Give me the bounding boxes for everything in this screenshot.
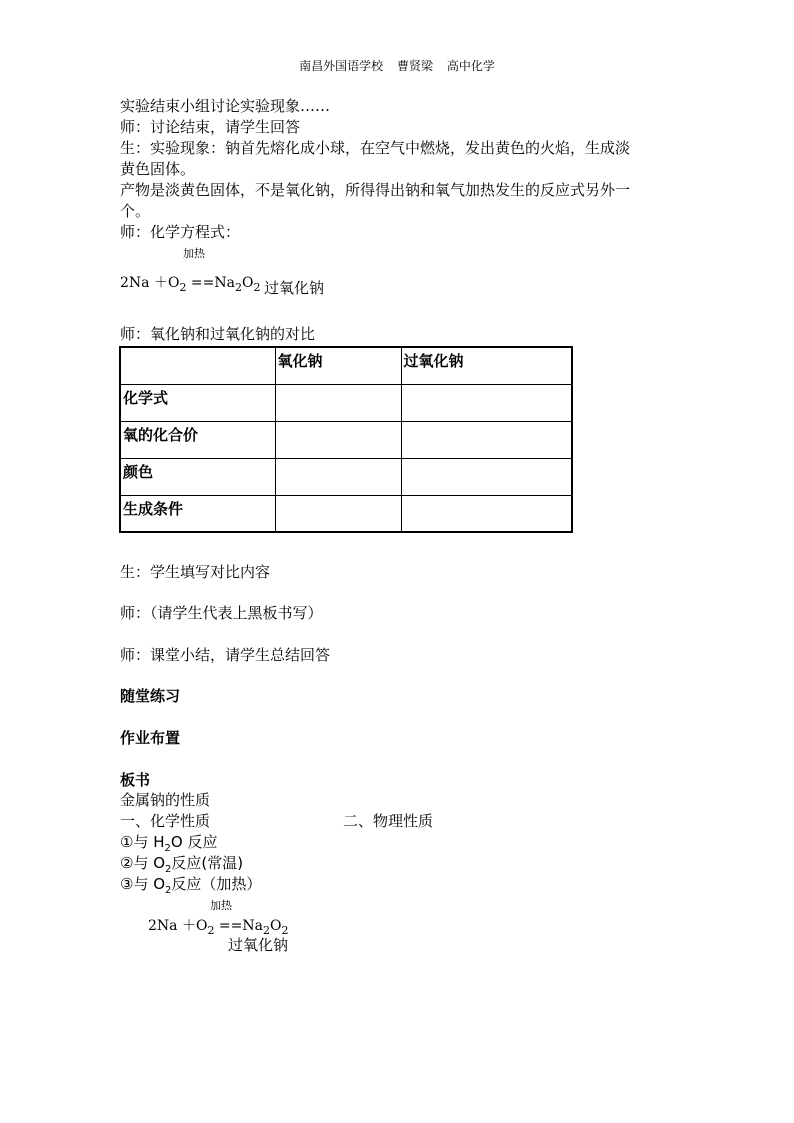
eq-part: ==Na xyxy=(214,918,263,934)
table-row xyxy=(120,421,572,458)
table-cell xyxy=(401,384,572,421)
table-header-cell: 过氧化钠 xyxy=(401,347,572,384)
eq-subscript: 2 xyxy=(253,281,261,294)
item-text: 反应(常温) xyxy=(171,854,244,872)
board-chem-heading: 一、化学性质 xyxy=(120,812,211,830)
board-item xyxy=(120,874,261,901)
board-reaction-condition: 加热 xyxy=(210,899,232,912)
item-text: ③与 O xyxy=(120,875,166,893)
board-reaction-product: 过氧化钠 xyxy=(228,936,289,954)
text-line: 师：化学方程式： xyxy=(120,223,241,241)
board-phys-heading: 二、物理性质 xyxy=(343,812,434,830)
section-heading: 作业布置 xyxy=(120,729,181,747)
eq-subscript: 2 xyxy=(234,281,242,294)
row-label: 氧的化合价 xyxy=(120,421,275,458)
section-heading: 随堂练习 xyxy=(120,687,181,705)
header-subject: 高中化学 xyxy=(446,59,495,73)
text-line: 黄色固体。 xyxy=(120,160,196,178)
eq-subscript: 2 xyxy=(207,924,215,937)
item-subscript: 2 xyxy=(164,843,171,854)
header-teacher: 曹贤梁 xyxy=(396,59,433,73)
item-text: O 反应 xyxy=(170,833,218,851)
table-header-cell xyxy=(120,347,275,384)
section-heading: 板书 xyxy=(120,771,151,789)
eq-subscript: 2 xyxy=(281,924,289,937)
text-line: 师：（请学生代表上黑板书写） xyxy=(120,604,323,622)
table-cell xyxy=(275,458,401,495)
row-label: 生成条件 xyxy=(120,495,275,532)
table-row xyxy=(120,458,572,495)
item-text: ①与 H xyxy=(120,833,165,851)
row-label: 颜色 xyxy=(120,458,275,495)
text-line: 个。 xyxy=(120,202,151,220)
table-cell xyxy=(275,384,401,421)
page-header xyxy=(0,57,794,74)
text-line: 实验结束小组讨论实验现象…… xyxy=(120,97,331,115)
comparison-table xyxy=(119,346,573,533)
board-title: 金属钠的性质 xyxy=(120,791,211,809)
header-school: 南昌外国语学校 xyxy=(299,59,384,73)
eq-part: 2Na ＋O xyxy=(120,275,180,291)
table-row xyxy=(120,495,572,532)
item-text: 反应（加热） xyxy=(171,875,262,893)
compare-title: 师：氧化钠和过氧化钠的对比 xyxy=(120,325,316,343)
item-subscript: 2 xyxy=(165,864,172,875)
eq-part: 2Na ＋O xyxy=(148,918,208,934)
eq-subscript: 2 xyxy=(179,281,187,294)
table-row xyxy=(120,384,572,421)
table-header-row xyxy=(120,347,572,384)
eq-subscript: 2 xyxy=(262,924,270,937)
table-cell xyxy=(275,495,401,532)
text-line: 师：课堂小结，请学生总结回答 xyxy=(120,646,331,664)
text-line: 师：讨论结束，请学生回答 xyxy=(120,118,301,136)
eq-part: O xyxy=(241,275,254,291)
row-label: 化学式 xyxy=(120,384,275,421)
text-line: 生：学生填写对比内容 xyxy=(120,563,271,581)
eq-part: ==Na xyxy=(186,275,235,291)
reaction-equation xyxy=(120,272,260,292)
table-cell xyxy=(401,421,572,458)
text-line: 生：实验现象：钠首先熔化成小球，在空气中燃烧，发出黄色的火焰，生成淡 xyxy=(120,139,631,157)
reaction-product: 过氧化钠 xyxy=(264,279,325,297)
board-reaction-equation xyxy=(148,915,288,935)
reaction-condition: 加热 xyxy=(183,247,205,260)
eq-part: O xyxy=(269,918,282,934)
item-text: ②与 O xyxy=(120,854,166,872)
table-cell xyxy=(401,495,572,532)
text-line: 产物是淡黄色固体，不是氧化钠，所得得出钠和氧气加热发生的反应式另外一 xyxy=(120,181,631,199)
table-header-cell: 氧化钠 xyxy=(275,347,401,384)
table-cell xyxy=(275,421,401,458)
table-cell xyxy=(401,458,572,495)
item-subscript: 2 xyxy=(165,885,172,896)
